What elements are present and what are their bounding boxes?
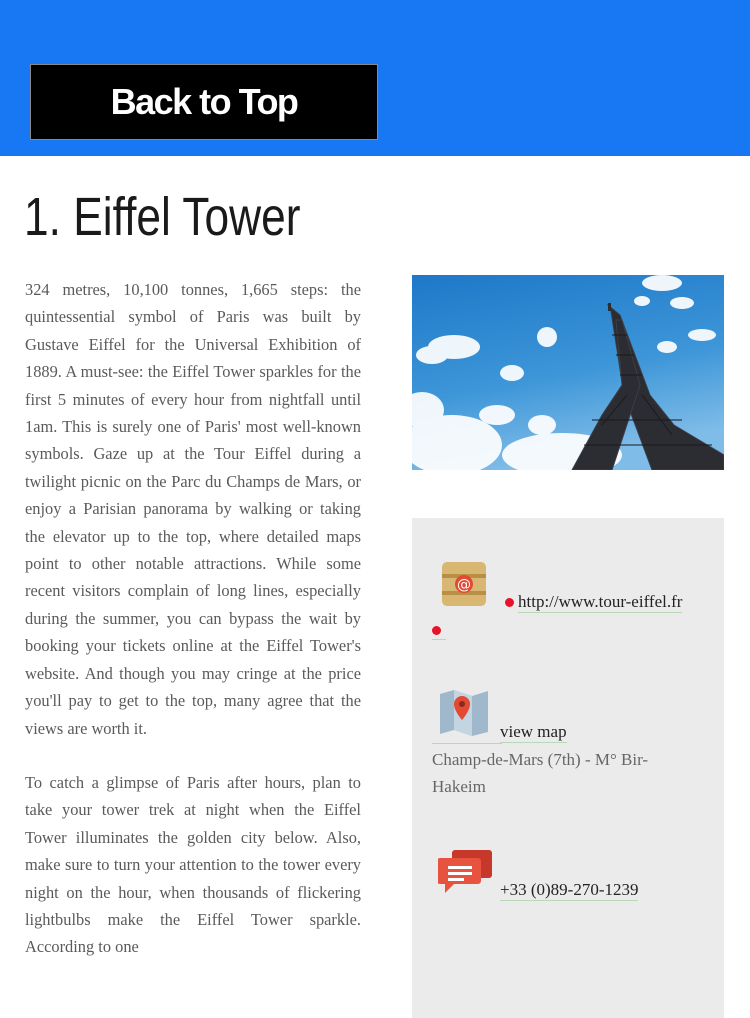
map-icon[interactable] — [438, 688, 490, 742]
email-icon — [440, 560, 488, 612]
header-bar — [0, 0, 750, 196]
address-text: Champ-de-Mars (7th) - M° Bir-Hakeim — [432, 750, 649, 796]
link-underline — [432, 639, 446, 640]
description-paragraph: 324 metres, 10,100 tonnes, 1,665 steps: the quintessential symbol of Paris was built by Gustave Eiffel for the Universal Exhibition of 1889. A must-see: the Eiffel Tower sparkles for the first 5 minutes of every hour from nightfall until 1am. This is surely one of Paris' most well-known symbols. Gaze up at the Tour Eiffel during a twilight picnic on the Parc du Champs de Mars, or enjoy a Parisian panorama by walking or taking the elevator up to the top, where detailed maps point to other notable attractions. While some recent visitors complain of long lines, especially during the summer, you can bypass the wait by booking your tickets online at the Eiffel Tower's website. And though you may cringe at the price you'll pay to get to the top, many agree that the views are worth it. — [25, 280, 361, 738]
description-paragraph: To catch a glimpse of Paris after hours, plan to take your tower trek at night when the Eiffel Tower illuminates the golden city below. Also, make sure to turn your attention to the tower every night on the hour, when thousands of flickering lightbulbs make the Eiffel Tower sparkle. According to one — [25, 772, 361, 957]
bullet-dot — [505, 598, 514, 607]
back-to-top-attraction-button[interactable]: Back to Top Attraction — [30, 64, 378, 140]
phone-link[interactable]: +33 (0)89-270-1239 — [500, 880, 639, 899]
contact-info-box — [412, 518, 724, 1018]
page-title: 1. Eiffel Tower — [24, 187, 301, 247]
attraction-description — [25, 276, 361, 988]
eiffel-tower-image — [412, 275, 724, 470]
eiffel-tower-photo — [412, 275, 724, 470]
website-link[interactable]: http://www.tour-eiffel.fr — [518, 592, 683, 611]
bullet-dot — [432, 626, 441, 635]
chat-icon[interactable] — [438, 848, 494, 900]
svg-text:@: @ — [457, 577, 471, 593]
view-map-link[interactable]: view map — [500, 722, 567, 741]
link-underline — [432, 743, 502, 744]
